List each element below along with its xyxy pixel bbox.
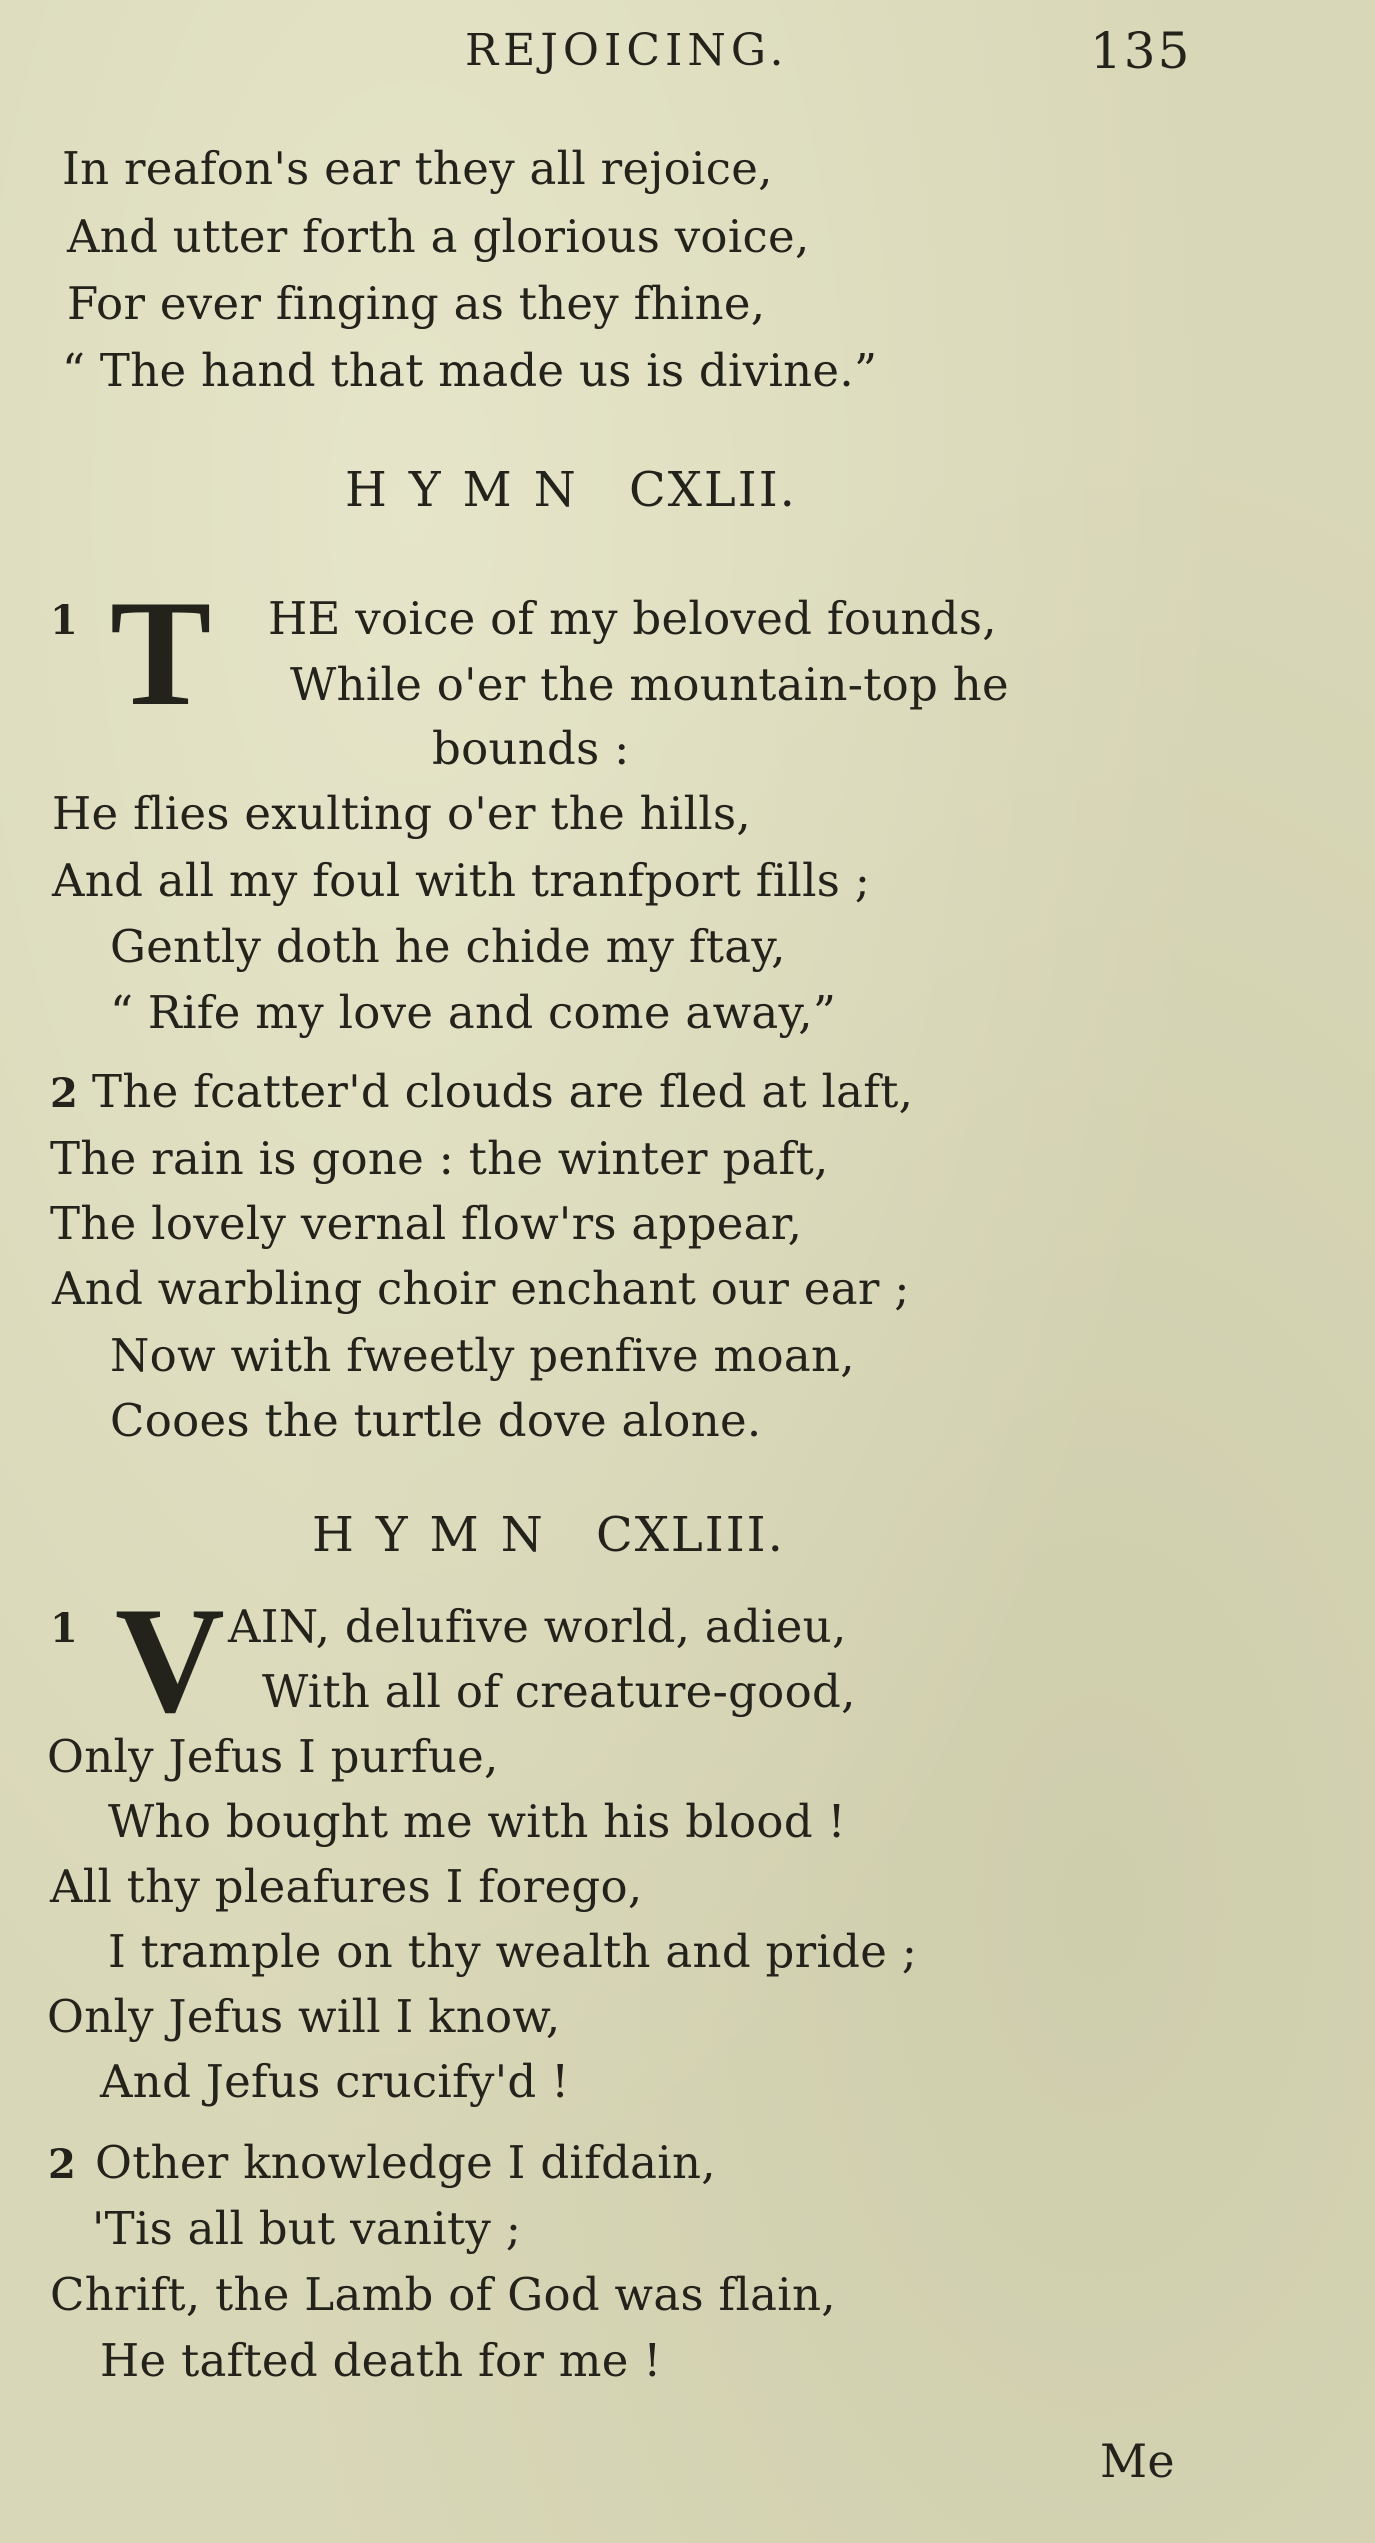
intro-line: In reafon's ear they all rejoice, [62,142,773,195]
running-title: REJOICING. [465,25,789,76]
hymn-title [312,1505,785,1565]
hymn-title [345,460,797,520]
catchword: Me [1100,2434,1175,2488]
verse-line: He flies exulting o'er the hills, [52,787,751,840]
intro-line: And utter forth a glorious voice, [67,210,810,263]
verse-line: bounds : [432,722,630,775]
verse-line: While o'er the mountain-top he [290,658,1009,711]
hymn-title-number: CXLII. [628,462,797,518]
drop-cap: V [115,1576,225,1744]
verse-line: All thy pleafures I forego, [50,1860,643,1913]
verse-line: Cooes the turtle dove alone. [110,1394,762,1447]
verse-line: Chrift, the Lamb of God was flain, [50,2268,836,2321]
verse-line: Other knowledge I difdain, [95,2136,716,2189]
verse-line: The rain is gone : the winter paft, [50,1132,829,1185]
verse-number: 2 [50,1070,78,1117]
verse-line: And all my foul with tranfport fills ; [52,854,871,907]
verse-line: Only Jefus will I know, [47,1990,561,2043]
verse-line: HE voice of my beloved founds, [268,592,997,645]
hymn-title-number: CXLIII. [595,1507,785,1563]
intro-line: For ever finging as they fhine, [67,277,766,330]
verse-line: And warbling choir enchant our ear ; [52,1262,910,1315]
intro-line: “ The hand that made us is divine.” [62,344,878,397]
verse-line: He tafted death for me ! [100,2334,662,2387]
verse-line: AIN, delufive world, adieu, [228,1600,847,1653]
hymn-title-word: HYMN [345,462,598,518]
verse-line: And Jefus crucify'd ! [100,2055,570,2108]
hymn-title-word: HYMN [312,1507,565,1563]
verse-line: 'Tis all but vanity ; [92,2202,522,2255]
verse-line: Only Jefus I purfue, [47,1730,499,1783]
verse-line: The fcatter'd clouds are fled at laft, [92,1065,914,1118]
verse-line: Now with fweetly penfive moan, [110,1329,855,1382]
verse-number: 1 [50,1605,78,1652]
verse-line: Gently doth he chide my ftay, [110,920,786,973]
verse-line: Who bought me with his blood ! [108,1795,846,1848]
verse-number: 1 [50,597,78,644]
verse-line: I trample on thy wealth and pride ; [108,1925,918,1978]
verse-line: With all of creature-good, [262,1665,856,1718]
verse-line: “ Rife my love and come away,” [110,986,837,1039]
verse-number: 2 [48,2141,76,2188]
drop-cap: T [110,569,212,737]
verse-line: The lovely vernal flow'rs appear, [50,1197,803,1250]
page-number: 135 [1090,22,1192,80]
